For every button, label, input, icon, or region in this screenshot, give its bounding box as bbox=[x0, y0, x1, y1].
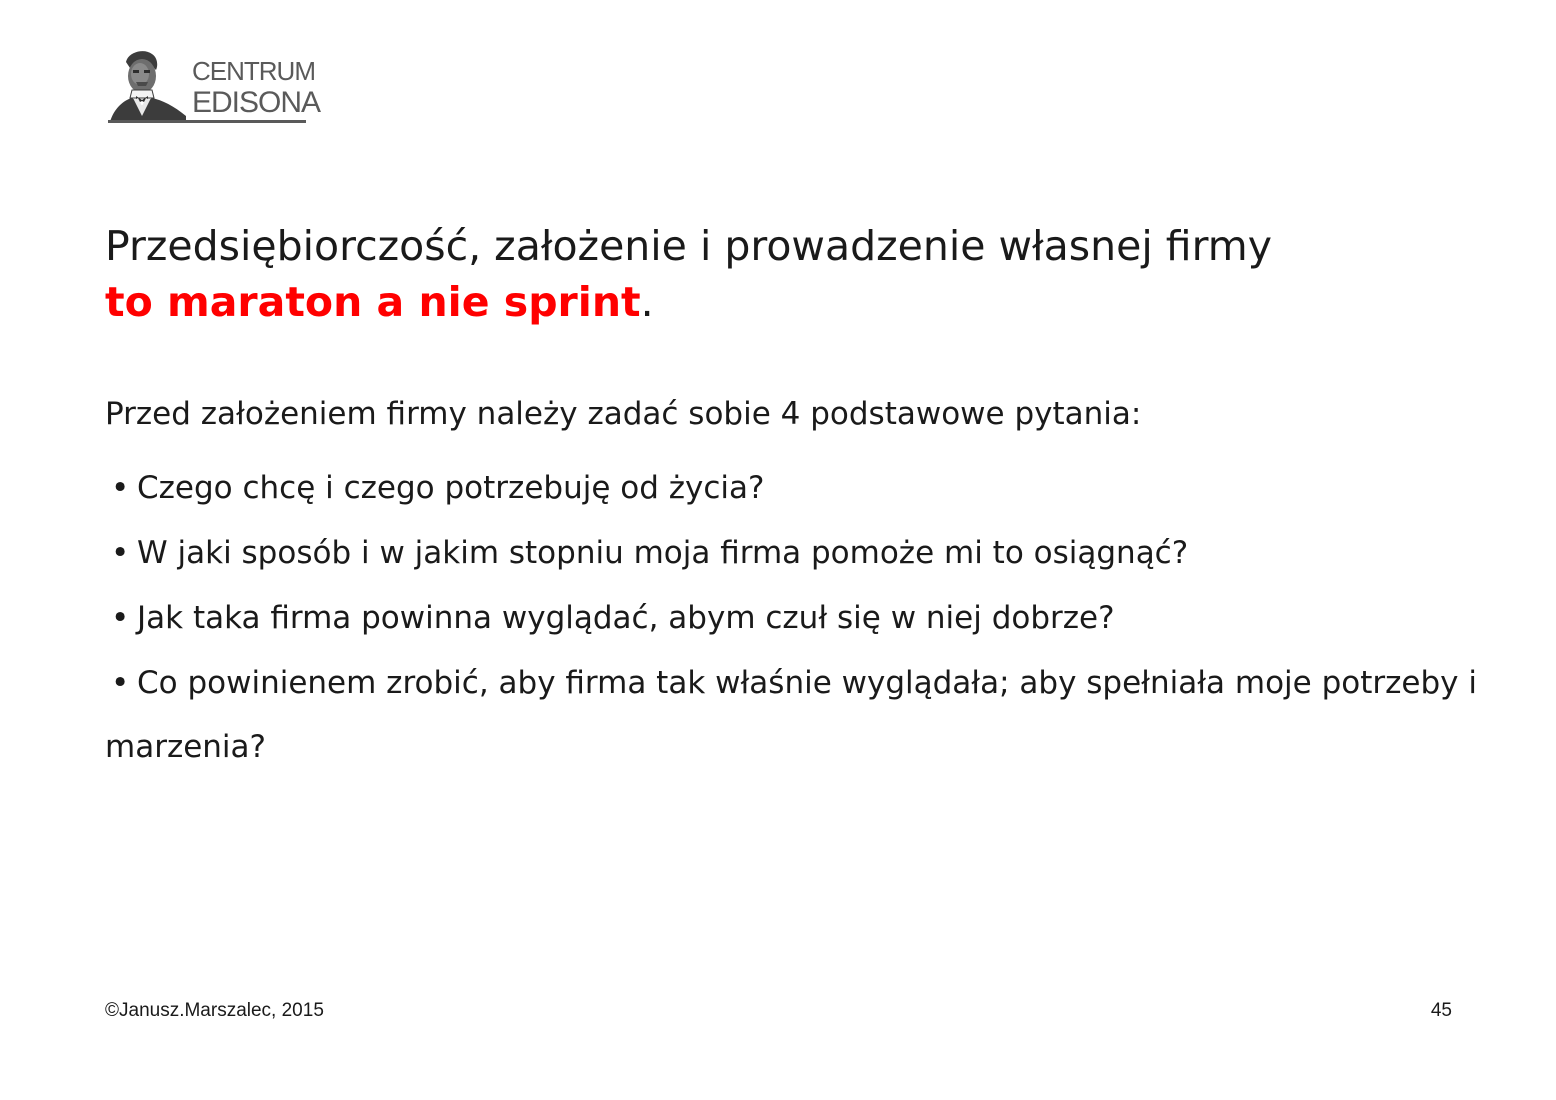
footer-copyright: ©Janusz.Marszalec, 2015 bbox=[105, 1000, 324, 1021]
list-item-text: W jaki sposób i w jakim stopniu moja firma pomoże mi to osiągnąć? bbox=[137, 535, 1189, 571]
title-line2 bbox=[105, 274, 1485, 330]
title-highlight: to maraton a nie sprint bbox=[105, 278, 641, 326]
bullet-dot: • bbox=[111, 535, 130, 571]
list-item-text: Jak taka firma powinna wyglądać, abym czuł się w niej dobrze? bbox=[137, 600, 1115, 636]
list-item bbox=[105, 531, 1485, 575]
bullet-dot: • bbox=[111, 470, 130, 506]
list-item-text: Czego chcę i czego potrzebuję od życia? bbox=[137, 470, 765, 506]
logo-line1: CENTRUM bbox=[192, 56, 315, 86]
bullet-dot: • bbox=[111, 600, 130, 636]
title-trailing: . bbox=[640, 278, 654, 326]
page-number: 45 bbox=[1430, 1000, 1452, 1021]
logo-underline bbox=[108, 120, 306, 123]
bullet-dot: • bbox=[111, 665, 130, 701]
edison-portrait-icon bbox=[106, 46, 192, 124]
list-item-text: Co powinienem zrobić, aby firma tak właśnie wyglądała; aby spełniała moje potrzeby i marzenia? bbox=[105, 665, 1477, 765]
logo-line2: EDISONA bbox=[192, 86, 321, 119]
logo bbox=[106, 46, 321, 126]
title-line1: Przedsiębiorczość, założenie i prowadzenie własnej firmy bbox=[105, 222, 1272, 270]
list-item bbox=[105, 466, 1485, 510]
list-item bbox=[105, 596, 1485, 640]
slide-title bbox=[105, 218, 1485, 330]
question-list bbox=[105, 466, 1485, 800]
logo-wordmark bbox=[192, 58, 320, 118]
intro-text: Przed założeniem firmy należy zadać sobie 4 podstawowe pytania: bbox=[105, 396, 1142, 432]
list-item bbox=[105, 651, 1485, 779]
